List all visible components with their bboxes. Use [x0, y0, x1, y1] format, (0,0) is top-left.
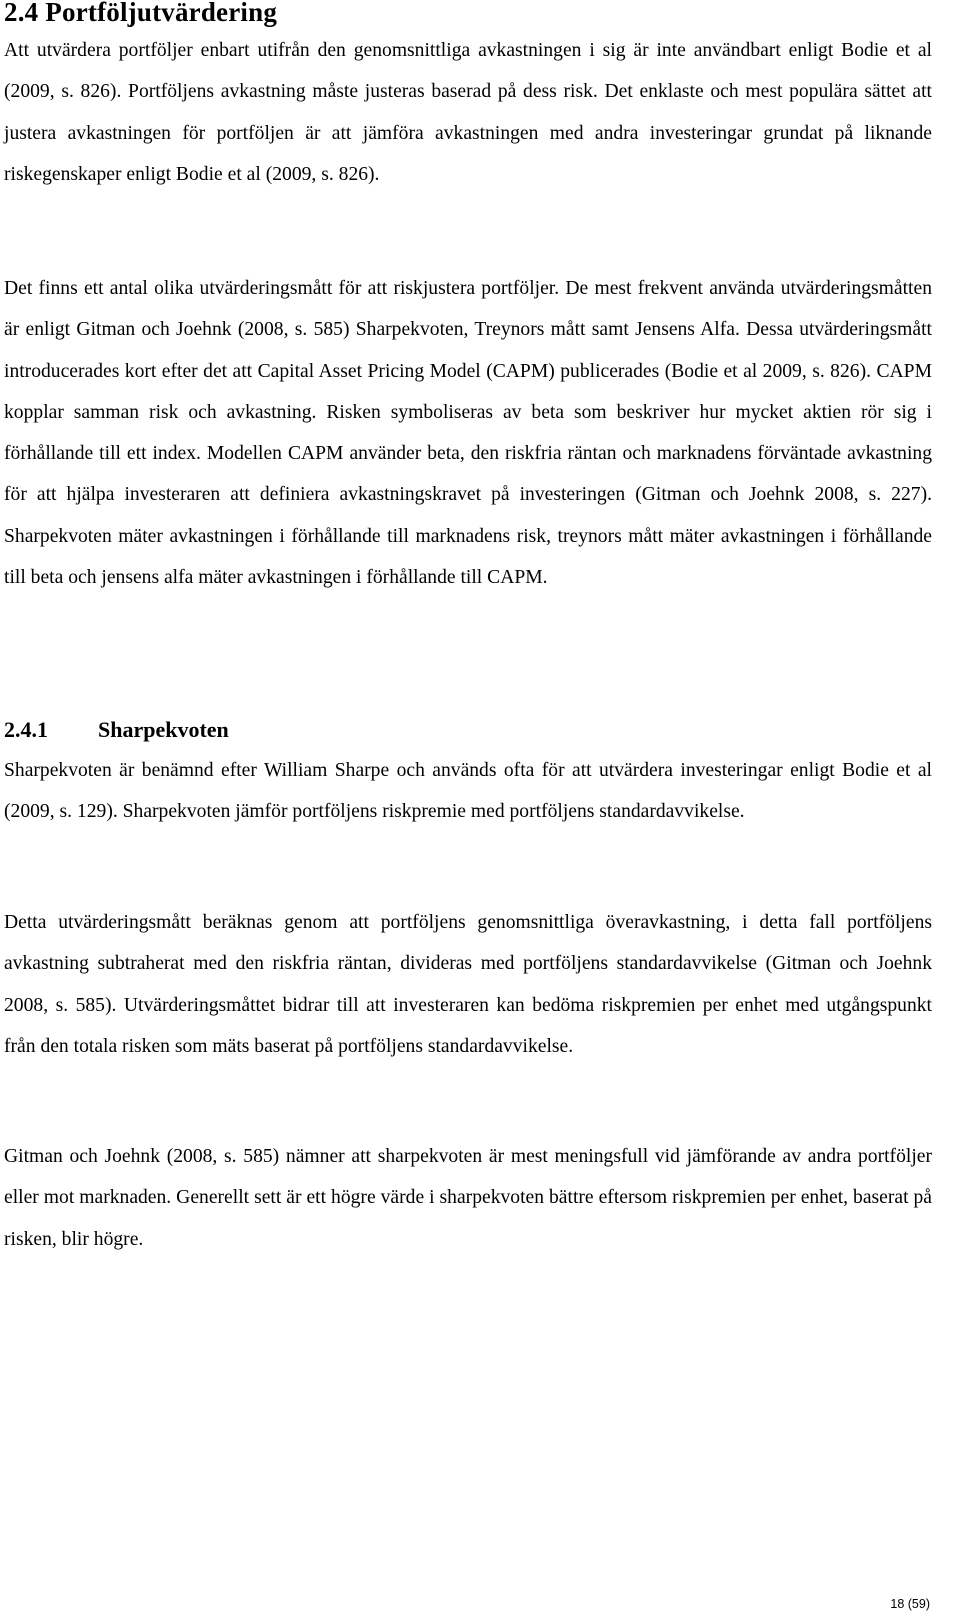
section-heading: 2.4 Portföljutvärdering — [4, 0, 278, 27]
subsection-heading — [4, 716, 229, 744]
page-number: 18 (59) — [890, 1597, 930, 1611]
paragraph-intro: Att utvärdera portföljer enbart utifrån den genomsnittliga avkastningen i sig är inte användbart enligt Bodie et al (2009, s. 826). Portföljens avkastning måste justeras baserad på dess risk. Det enklaste och mest populära sättet att justera avkastningen för portföljen är att jämföra avkastningen med andra investeringar grundat på liknande riskegenskaper enligt Bodie et al (2009, s. 826). — [4, 40, 932, 185]
subsection-title: Sharpekvoten — [98, 717, 229, 742]
paragraph-sharpe-intro: Sharpekvoten är benämnd efter William Sharpe och används ofta för att utvärdera investeringar enligt Bodie et al (2009, s. 129). Sharpekvoten jämför portföljens riskpremie med portföljens standardavvikelse. — [4, 760, 932, 823]
subsection-number: 2.4.1 — [4, 717, 48, 742]
paragraph-evaluation-measures: Det finns ett antal olika utvärderingsmått för att riskjustera portföljer. De mest frekvent använda utvärderingsmåtten är enligt Gitman och Joehnk (2008, s. 585) Sharpekvoten, Treynors mått samt Jensens Alfa. Dessa utvärderingsmått introducerades kort efter det att Capital Asset Pricing Model (CAPM) publicerades (Bodie et al 2009, s. 826). CAPM kopplar samman risk och avkastning. Risken symboliseras av beta som beskriver hur mycket aktien rör sig i förhållande till ett index. Modellen CAPM använder beta, den riskfria räntan och marknadens förväntade avkastning för att hjälpa investeraren att definiera avkastningskravet på investeringen (Gitman och Joehnk 2008, s. 227). Sharpekvoten mäter avkastningen i förhållande till marknadens risk, treynors mått mäter avkastningen i förhållande till beta och jensens alfa mäter avkastningen i förhållande till CAPM. — [4, 278, 932, 589]
paragraph-sharpe-comparison: Gitman och Joehnk (2008, s. 585) nämner att sharpekvoten är mest meningsfull vid jämförande av andra portföljer eller mot marknaden. Generellt sett är ett högre värde i sharpekvoten bättre eftersom riskpremien per enhet, baserat på risken, blir högre. — [4, 1146, 932, 1250]
paragraph-sharpe-calculation: Detta utvärderingsmått beräknas genom att portföljens genomsnittliga överavkastning, i detta fall portföljens avkastning subtraherat med den riskfria räntan, divideras med portföljens standardavvikelse (Gitman och Joehnk 2008, s. 585). Utvärderingsmåttet bidrar till att investeraren kan bedöma riskpremien per enhet med utgångspunkt från den totala risken som mäts baserat på portföljens standardavvikelse. — [4, 912, 932, 1057]
